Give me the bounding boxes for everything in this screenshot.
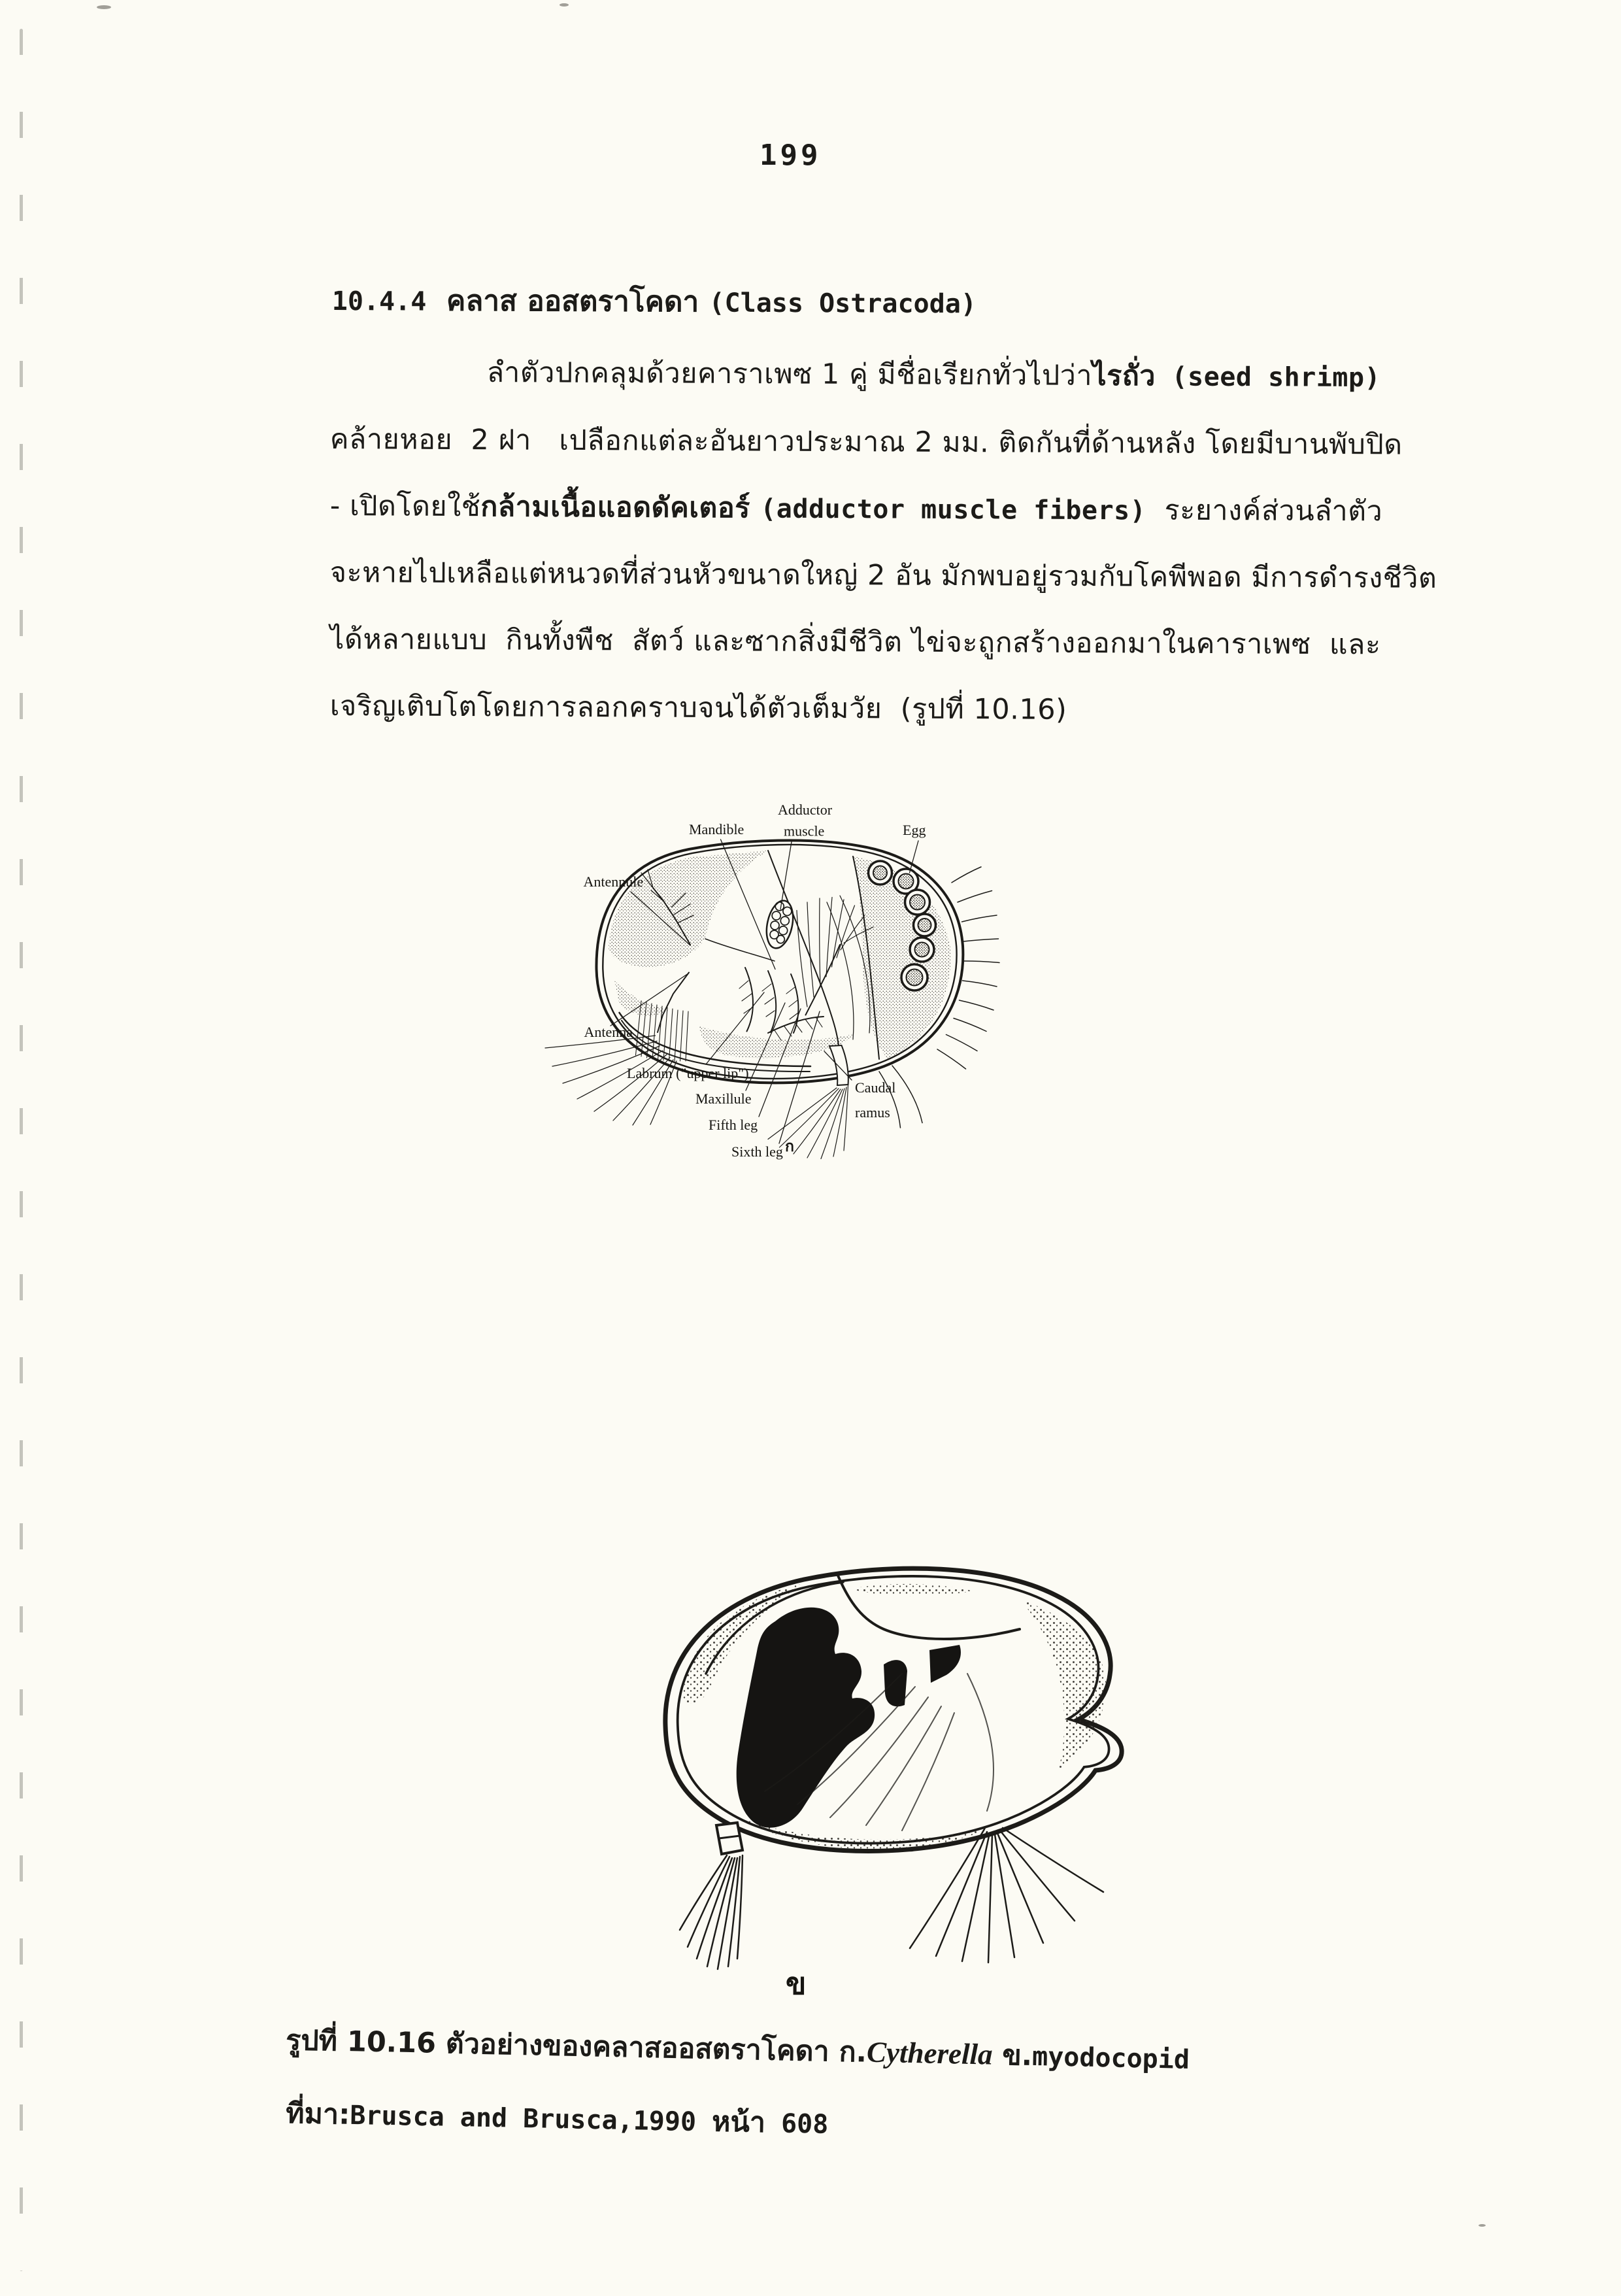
figure-panel-a-illustration xyxy=(392,785,1373,1569)
binder-punch-marks xyxy=(20,29,23,2271)
text-run-bold: ไรถั่ว xyxy=(1092,359,1156,393)
section-title-latin: (Class Ostracoda) xyxy=(709,288,977,320)
source-citation: Brusca and Brusca,1990 xyxy=(349,2100,712,2138)
paragraph-line xyxy=(330,620,1381,664)
panel-b-letter: ข xyxy=(786,1966,807,2001)
label-adductor-muscle-line2: muscle xyxy=(784,822,825,839)
figure-panel-b-illustration xyxy=(588,1536,1242,2033)
caption-thai-mid: ข. xyxy=(992,2038,1033,2072)
paragraph-line xyxy=(330,553,1437,598)
caption-species-name: Cytherella xyxy=(866,2035,994,2071)
paragraph-line xyxy=(487,353,1381,397)
text-run: เจริญเติบโตโดยการลอกคราบจนได้ตัวเต็มวัย (รูปที่ 10.16) xyxy=(329,689,1067,726)
figure-source xyxy=(286,2091,829,2146)
label-maxillule: Maxillule xyxy=(695,1090,752,1107)
page-number: 199 xyxy=(760,139,822,172)
label-labrum: Labrum ("upper lip") xyxy=(627,1065,749,1081)
label-egg: Egg xyxy=(903,822,926,838)
label-caudal-ramus-line1: Caudal xyxy=(855,1079,896,1096)
label-caudal-ramus-line2: ramus xyxy=(855,1104,890,1121)
panel-a-letter: ก xyxy=(785,1138,794,1155)
paragraph-line xyxy=(330,686,1067,730)
scan-speck xyxy=(560,3,569,7)
text-run: ระยางค์ส่วนลำตัว xyxy=(1146,494,1383,528)
scan-speck xyxy=(1479,2224,1486,2227)
text-run: จะหายไปเหลือแต่หนวดที่ส่วนหัวขนาดใหญ่ 2 อัน มักพบอยู่รวมกับโคพีพอด มีการดำรงชีวิต xyxy=(329,556,1437,595)
paragraph-line xyxy=(330,486,1383,532)
text-run: - เปิดโดยใช้ xyxy=(329,489,481,524)
section-number: 10.4.4 xyxy=(331,286,427,317)
label-sixth-leg: Sixth leg xyxy=(731,1143,783,1160)
text-run-latin: (seed shrimp) xyxy=(1155,362,1381,394)
scan-speck xyxy=(97,5,111,9)
paragraph-line xyxy=(330,420,1403,465)
text-run: ลำตัวปกคลุมด้วยคาราเพซ 1 คู่ มีชื่อเรียกทั่วไปว่า xyxy=(486,356,1093,392)
source-label: ที่มา: xyxy=(285,2097,350,2131)
source-page-word: หน้า xyxy=(711,2105,766,2140)
label-antenna: Antenna xyxy=(584,1024,633,1040)
source-page-number: 608 xyxy=(765,2108,829,2140)
label-fifth-leg: Fifth leg xyxy=(709,1117,758,1133)
caption-thai-lead: รูปที่ 10.16 ตัวอย่างของคลาสออสตราโคดา ก. xyxy=(285,2023,867,2069)
label-mandible: Mandible xyxy=(689,821,744,837)
section-title-thai: คลาส ออสตราโคดา xyxy=(426,284,709,319)
text-run: คล้ายหอย 2 ฝา เปลือกแต่ละอันยาวประมาณ 2 มม. ติดกันที่ด้านหลัง โดยมีบานพับปิด xyxy=(329,422,1403,462)
label-antennule: Antennule xyxy=(583,873,644,890)
text-run-bold: กล้ามเนื้อแอดดัคเตอร์ xyxy=(480,490,761,525)
label-adductor-muscle-line1: Adductor xyxy=(778,802,833,818)
text-run-latin: (adductor muscle fibers) xyxy=(760,494,1146,526)
text-run: ได้หลายแบบ กินทั้งพืช สัตว์ และซากสิ่งมีชีวิต ไข่จะถูกสร้างออกมาในคาราเพซ และ xyxy=(329,622,1381,662)
caption-latin-tail: myodocopid xyxy=(1031,2041,1190,2075)
section-heading xyxy=(332,277,977,326)
